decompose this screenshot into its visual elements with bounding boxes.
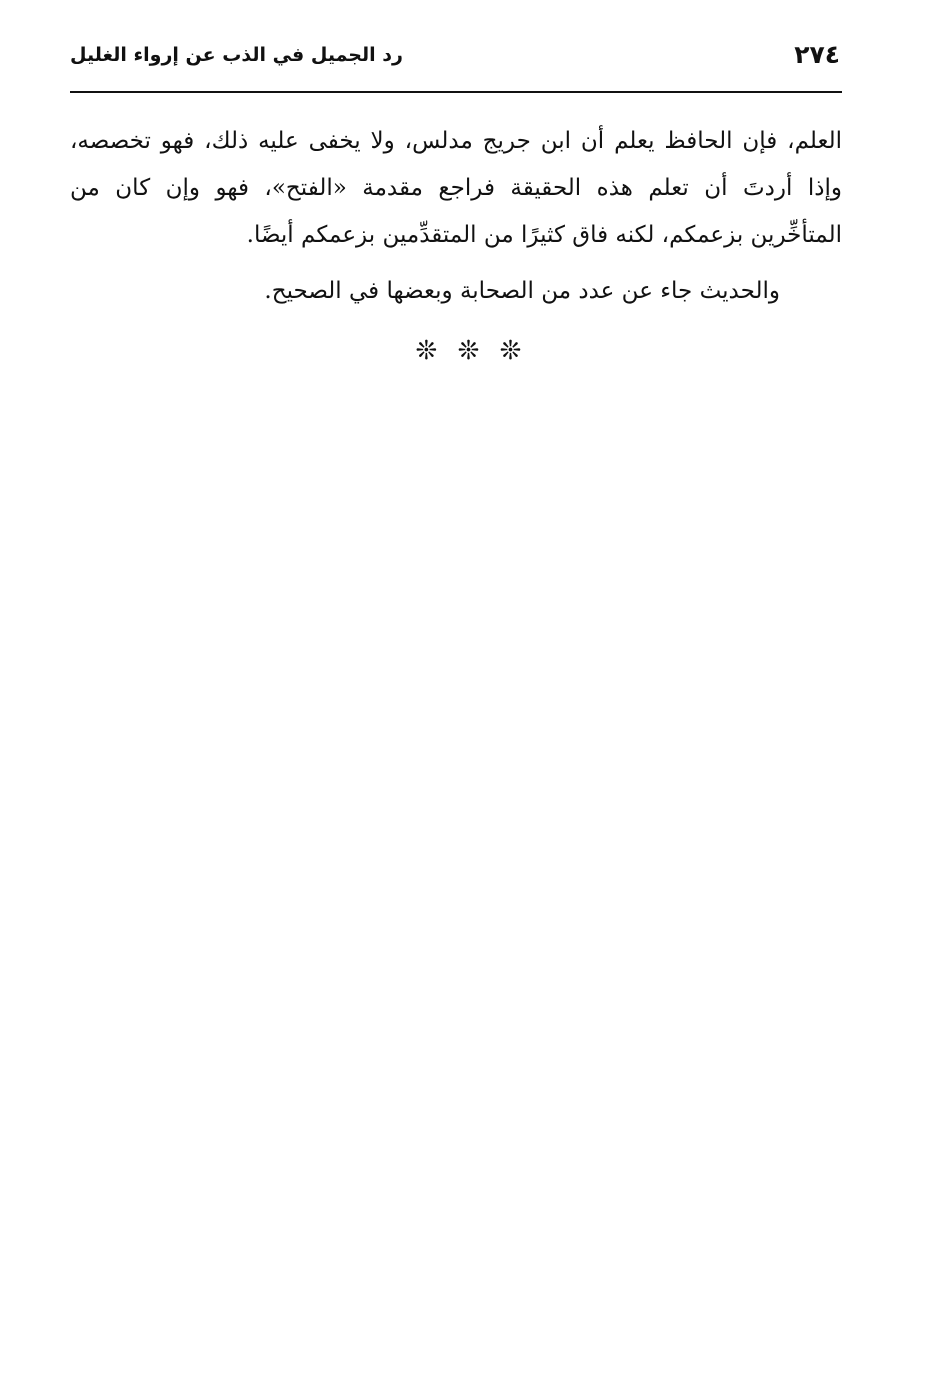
page-number: ٢٧٤ [794,40,840,69]
page-header [70,36,842,86]
header-rule [70,91,842,93]
running-title: رد الجميل في الذب عن إرواء الغليل [70,44,403,66]
section-separator: ❊ ❊ ❊ [415,336,528,366]
body-paragraph-1: العلم، فإن الحافظ يعلم أن ابن جريج مدلس، ولا يخفى عليه ذلك، فهو تخصصه، وإذا أردتَ أن تعلم هذه الحقيقة فراجع مقدمة «الفتح»، فهو وإن كان من المتأخِّرين بزعمكم، لكنه فاق كثيرًا من المتقدِّمين بزعمكم أيضًا. [70,128,842,248]
body-paragraph-2: والحديث جاء عن عدد من الصحابة وبعضها في الصحيح. [264,278,780,304]
